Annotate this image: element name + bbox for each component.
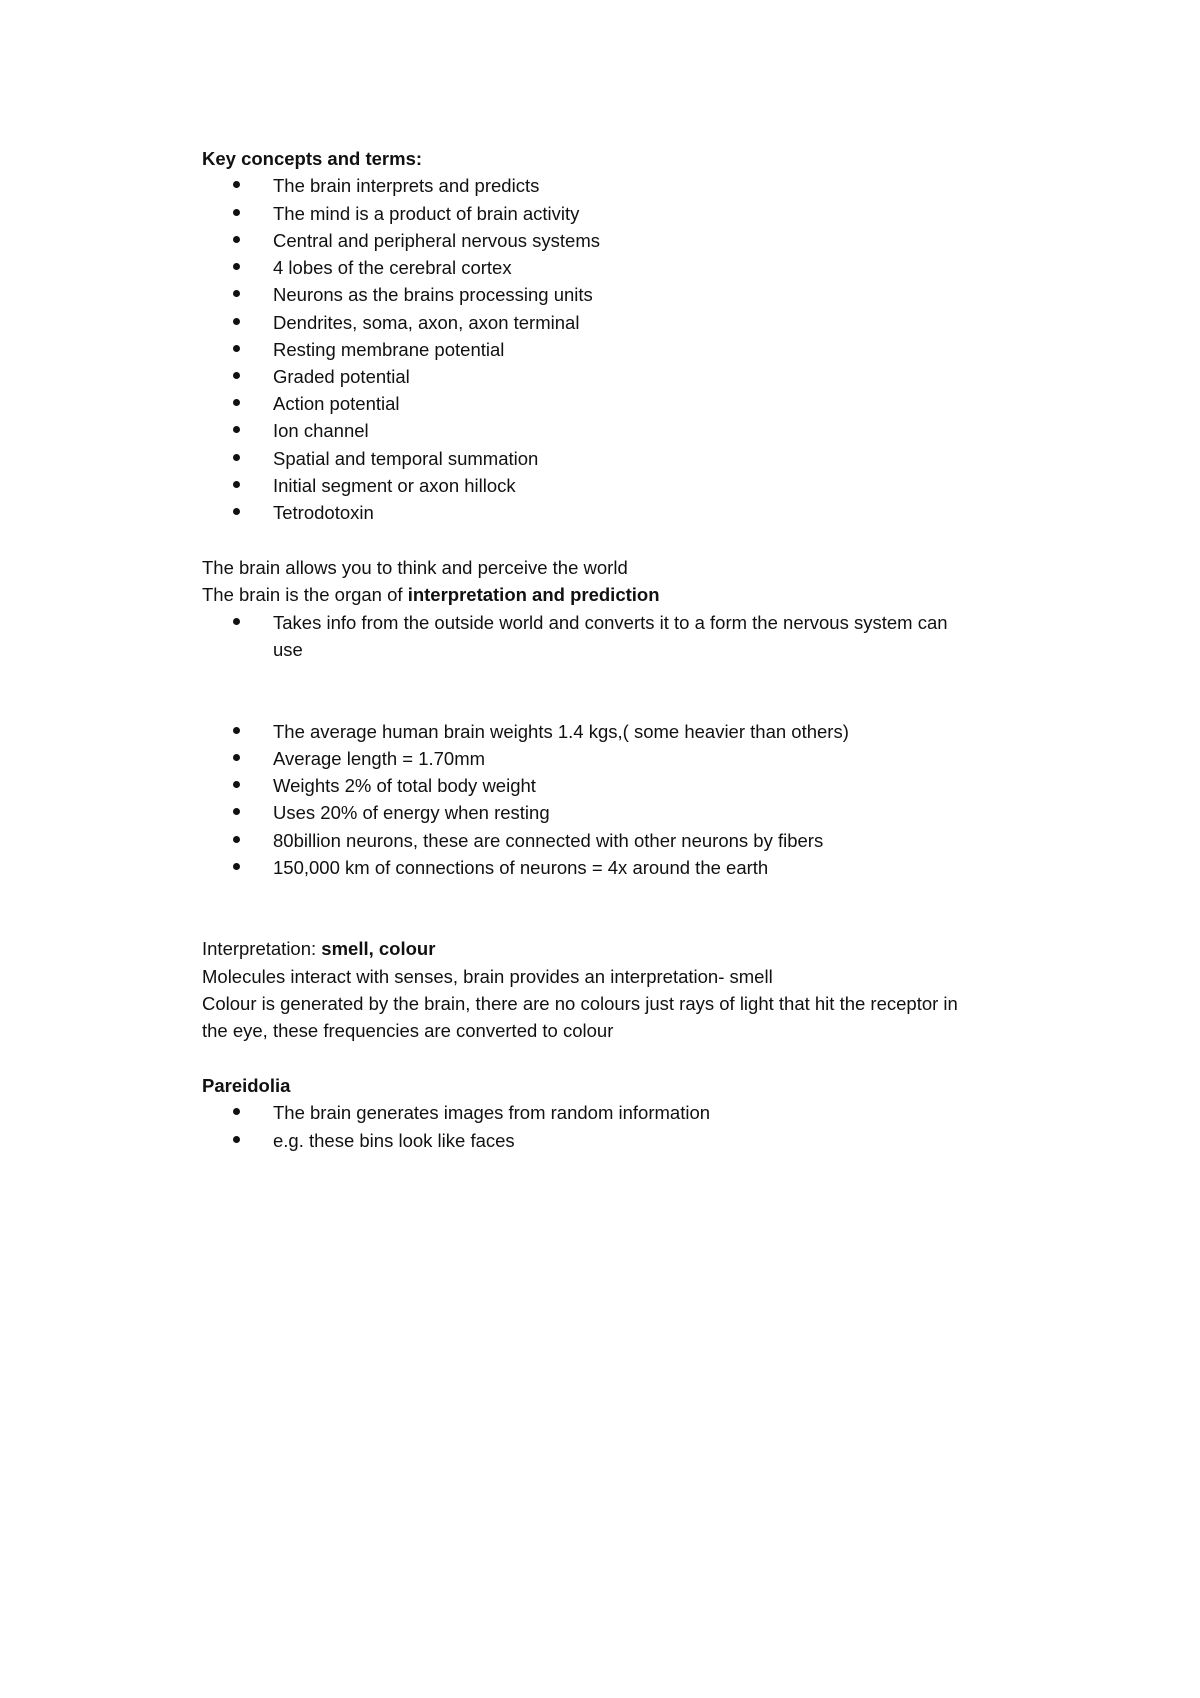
- list-item-text: Spatial and temporal summation: [273, 448, 539, 469]
- list-item-text: Uses 20% of energy when resting: [273, 802, 550, 823]
- list-item-text: Takes info from the outside world and converts it to a form the nervous system can: [273, 612, 948, 633]
- list-item-text: 80billion neurons, these are connected with other neurons by fibers: [273, 830, 824, 851]
- bullet-icon: [233, 345, 240, 352]
- bullet-icon: [233, 618, 240, 625]
- bullet-icon: [233, 426, 240, 433]
- bullet-icon: [233, 808, 240, 815]
- list-item-text: The brain interprets and predicts: [273, 175, 540, 196]
- bullet-icon: [233, 399, 240, 406]
- bullet-icon: [233, 781, 240, 788]
- bullet-icon: [233, 754, 240, 761]
- bullet-icon: [233, 481, 240, 488]
- interpretation-heading: [202, 938, 435, 960]
- list-item-text: The average human brain weights 1.4 kgs,( some heavier than others): [273, 721, 849, 742]
- bullet-icon: [233, 508, 240, 515]
- list-item-text: 4 lobes of the cerebral cortex: [273, 257, 512, 278]
- list-item-text: 150,000 km of connections of neurons = 4x around the earth: [273, 857, 769, 878]
- list-item-text: Initial segment or axon hillock: [273, 475, 516, 496]
- bullet-icon: [233, 454, 240, 461]
- list-item-text: Dendrites, soma, axon, axon terminal: [273, 312, 580, 333]
- bullet-icon: [233, 836, 240, 843]
- list-item-text: Resting membrane potential: [273, 339, 505, 360]
- interpretation-line: Molecules interact with senses, brain provides an interpretation- smell: [202, 966, 773, 987]
- brain-organ-line: [202, 584, 660, 606]
- list-item-text: Tetrodotoxin: [273, 502, 374, 523]
- list-item-text: The brain generates images from random information: [273, 1102, 711, 1123]
- brain-organ-prefix: The brain is the organ of: [202, 584, 408, 605]
- list-item-text: Action potential: [273, 393, 400, 414]
- list-item-text: The mind is a product of brain activity: [273, 203, 580, 224]
- list-item-text: Weights 2% of total body weight: [273, 775, 536, 796]
- list-item-text: e.g. these bins look like faces: [273, 1130, 515, 1151]
- pareidolia-heading: Pareidolia: [202, 1075, 291, 1096]
- list-item-text: Neurons as the brains processing units: [273, 284, 593, 305]
- interpretation-line: Colour is generated by the brain, there are no colours just rays of light that hit the receptor in: [202, 993, 958, 1014]
- brain-intro-line: The brain allows you to think and perceive the world: [202, 557, 628, 578]
- bullet-icon: [233, 263, 240, 270]
- bullet-icon: [233, 209, 240, 216]
- interpretation-heading-prefix: Interpretation:: [202, 938, 322, 959]
- bullet-icon: [233, 181, 240, 188]
- bullet-icon: [233, 727, 240, 734]
- bullet-icon: [233, 236, 240, 243]
- list-item-text: Average length = 1.70mm: [273, 748, 486, 769]
- list-item-text: Graded potential: [273, 366, 410, 387]
- bullet-icon: [233, 1136, 240, 1143]
- bullet-icon: [233, 863, 240, 870]
- bullet-icon: [233, 290, 240, 297]
- list-item-text: Central and peripheral nervous systems: [273, 230, 600, 251]
- bullet-icon: [233, 1108, 240, 1115]
- list-item-text: use: [273, 639, 303, 660]
- list-item-text: Ion channel: [273, 420, 369, 441]
- interpretation-line: the eye, these frequencies are converted to colour: [202, 1020, 614, 1041]
- bullet-icon: [233, 372, 240, 379]
- key-concepts-heading: Key concepts and terms:: [202, 148, 423, 169]
- brain-organ-bold: interpretation and prediction: [407, 584, 660, 605]
- bullet-icon: [233, 318, 240, 325]
- interpretation-heading-bold: smell, colour: [321, 938, 436, 959]
